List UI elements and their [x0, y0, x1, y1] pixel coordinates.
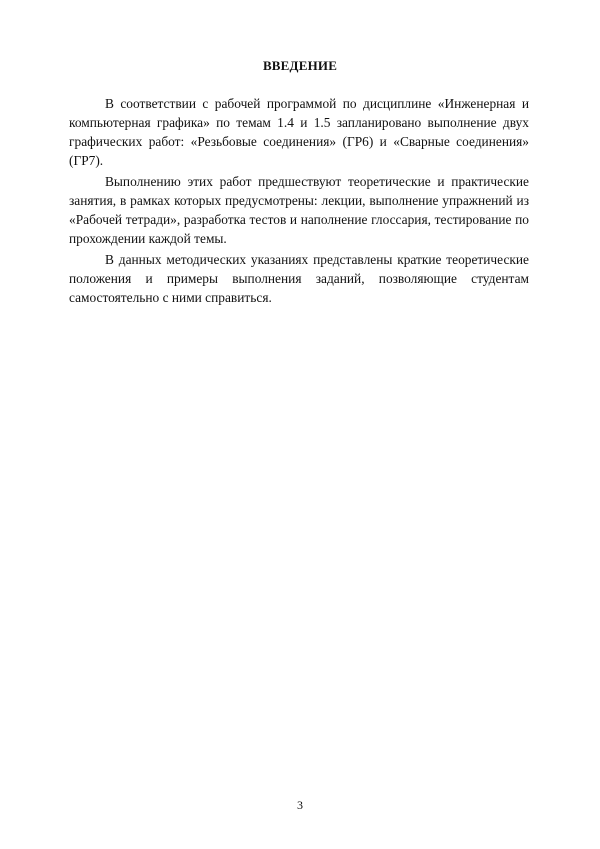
- paragraph-3: В данных методических указаниях представлены краткие теоретические положения и примеры выполнения заданий, позволяющие студентам самостоятельно с ними справиться.: [69, 252, 529, 305]
- paragraph-2: Выполнению этих работ предшествуют теоретические и практические занятия, в рамках которых предусмотрены: лекции, выполнение упражнений из «Рабочей тетради», разработка тестов и наполнение глоссария, тестирование по прохождении каждой темы.: [69, 174, 529, 246]
- body-text: [69, 94, 529, 309]
- section-heading: ВВЕДЕНИЕ: [262, 58, 338, 73]
- page-number: 3: [297, 798, 303, 812]
- paragraph-1: В соответствии с рабочей программой по дисциплине «Инженерная и компьютерная графика» по темам 1.4 и 1.5 запланировано выполнение двух графических работ: «Резьбовые соединения» (ГР6) и «Сварные соединения» (ГР7).: [69, 96, 529, 168]
